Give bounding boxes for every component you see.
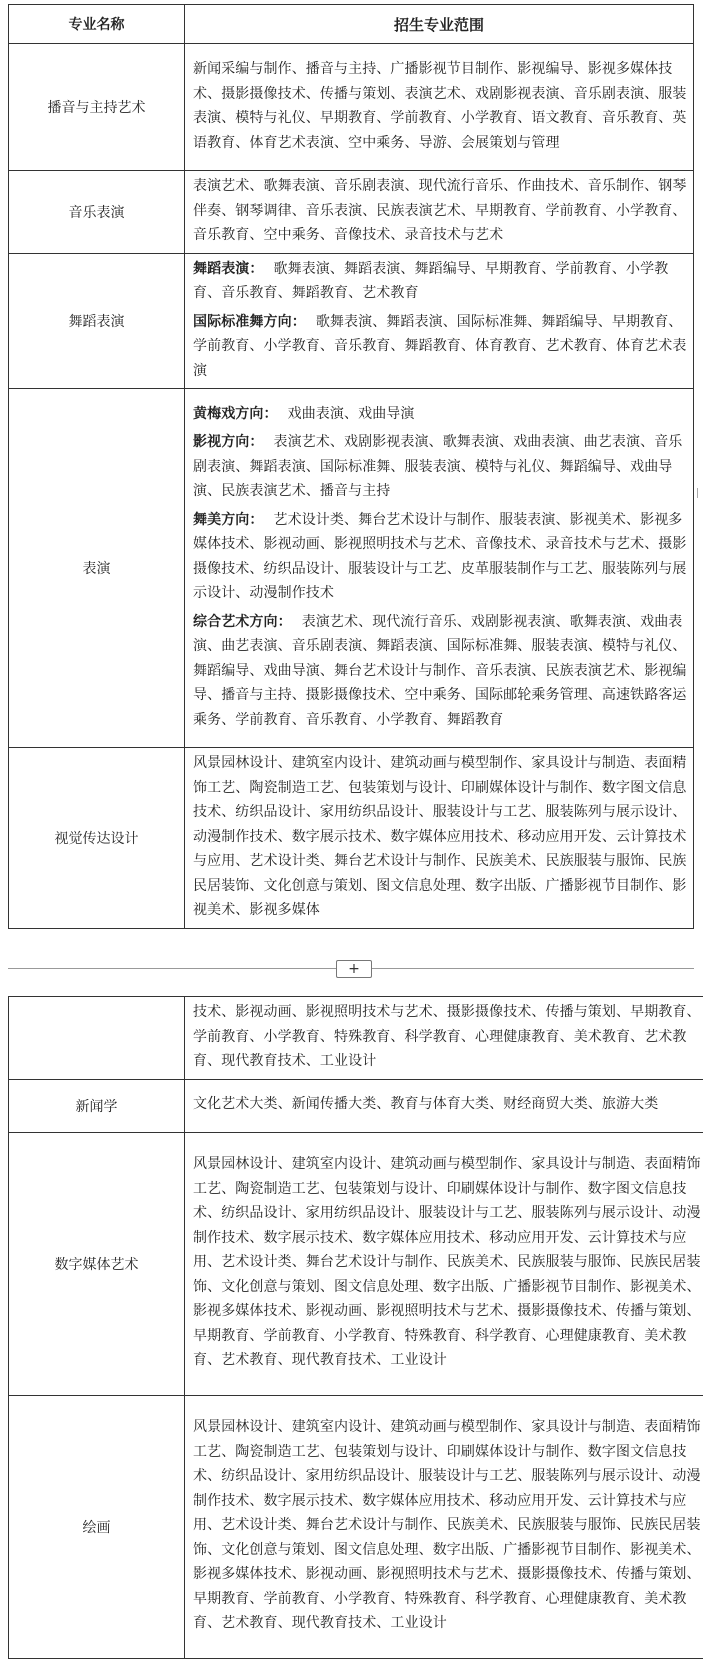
sub-direction-label: 影视方向： bbox=[193, 434, 264, 451]
major-name: 绘画 bbox=[9, 1395, 185, 1658]
major-name: 舞蹈表演 bbox=[9, 253, 185, 389]
table-row bbox=[9, 171, 694, 254]
sub-direction-text: 艺术设计类、舞台艺术设计与制作、服装表演、影视美术、影视多媒体技术、影视动画、影视照明技术与艺术、音像技术、录音技术与艺术、摄影摄像技术、纺织品设计、服装设计与工艺、皮革服装制作与工艺、服装陈列与展示设计、动漫制作技术 bbox=[193, 511, 687, 602]
major-table-part1 bbox=[8, 4, 694, 929]
sub-direction bbox=[193, 257, 687, 306]
table-row bbox=[9, 253, 694, 389]
major-scope: 风景园林设计、建筑室内设计、建筑动画与模型制作、家具设计与制造、表面精饰工艺、陶瓷制造工艺、包装策划与设计、印刷媒体设计与制作、数字图文信息技术、纺织品设计、家用纺织品设计、服装设计与工艺、服装陈列与展示设计、动漫制作技术、数字展示技术、数字媒体应用技术、移动应用开发、云计算技术与应用、艺术设计类、舞台艺术设计与制作、民族美术、民族服装与服饰、民族民居装饰、文化创意与策划、图文信息处理、数字出版、广播影视节目制作、影视美术、影视多媒体 bbox=[185, 748, 694, 929]
table-row bbox=[9, 997, 703, 1080]
sub-direction-text: 歌舞表演、舞蹈表演、国际标准舞、舞蹈编导、早期教育、学前教育、小学教育、音乐教育、舞蹈教育、体育教育、艺术教育、体育艺术表演 bbox=[193, 313, 687, 379]
expand-page-button[interactable]: + bbox=[336, 960, 372, 978]
major-scope: 风景园林设计、建筑室内设计、建筑动画与模型制作、家具设计与制造、表面精饰工艺、陶瓷制造工艺、包装策划与设计、印刷媒体设计与制作、数字图文信息技术、纺织品设计、家用纺织品设计、服装设计与工艺、服装陈列与展示设计、动漫制作技术、数字展示技术、数字媒体应用技术、移动应用开发、云计算技术与应用、艺术设计类、舞台艺术设计与制作、民族美术、民族服装与服饰、民族民居装饰、文化创意与策划、图文信息处理、数字出版、广播影视节目制作、影视美术、影视多媒体技术、影视动画、影视照明技术与艺术、摄影摄像技术、传播与策划、早期教育、学前教育、小学教育、特殊教育、科学教育、心理健康教育、美术教育、艺术教育、现代教育技术、工业设计 bbox=[185, 1132, 703, 1395]
sub-direction-text: 表演艺术、戏剧影视表演、歌舞表演、戏曲表演、曲艺表演、音乐剧表演、舞蹈表演、国际标准舞、服装表演、模特与礼仪、舞蹈编导、戏曲导演、民族表演艺术、播音与主持 bbox=[193, 434, 683, 500]
sub-direction bbox=[193, 402, 687, 427]
major-scope bbox=[185, 389, 694, 748]
table-row bbox=[9, 748, 694, 929]
table-header-row bbox=[9, 5, 694, 44]
major-scope: 文化艺术大类、新闻传播大类、教育与体育大类、财经商贸大类、旅游大类 bbox=[185, 1079, 703, 1132]
major-scope bbox=[185, 253, 694, 389]
sub-direction-text: 歌舞表演、舞蹈表演、舞蹈编导、早期教育、学前教育、小学教育、音乐教育、舞蹈教育、艺术教育 bbox=[193, 260, 669, 301]
major-scope: 风景园林设计、建筑室内设计、建筑动画与模型制作、家具设计与制造、表面精饰工艺、陶瓷制造工艺、包装策划与设计、印刷媒体设计与制作、数字图文信息技术、纺织品设计、家用纺织品设计、服装设计与工艺、服装陈列与展示设计、动漫制作技术、数字展示技术、数字媒体应用技术、移动应用开发、云计算技术与应用、艺术设计类、舞台艺术设计与制作、民族美术、民族服装与服饰、民族民居装饰、文化创意与策划、图文信息处理、数字出版、广播影视节目制作、影视美术、影视多媒体技术、影视动画、影视照明技术与艺术、摄影摄像技术、传播与策划、早期教育、学前教育、小学教育、特殊教育、科学教育、心理健康教育、美术教育、艺术教育、现代教育技术、工业设计 bbox=[185, 1395, 703, 1658]
sub-direction bbox=[193, 430, 687, 504]
sub-direction-text: 表演艺术、现代流行音乐、戏剧影视表演、歌舞表演、戏曲表演、曲艺表演、音乐剧表演、舞蹈表演、国际标准舞、服装表演、模特与礼仪、舞蹈编导、戏曲导演、舞台艺术设计与制作、音乐表演、民族表演艺术、影视编导、播音与主持、摄影摄像技术、空中乘务、国际邮轮乘务管理、高速铁路客运乘务、学前教育、音乐教育、小学教育、舞蹈教育 bbox=[193, 613, 687, 728]
sub-direction-label: 舞蹈表演： bbox=[193, 260, 264, 277]
major-name: 新闻学 bbox=[9, 1079, 185, 1132]
major-name: 音乐表演 bbox=[9, 171, 185, 254]
major-name: 数字媒体艺术 bbox=[9, 1132, 185, 1395]
sub-direction-label: 黄梅戏方向： bbox=[193, 405, 278, 422]
major-name: 表演 bbox=[9, 389, 185, 748]
sub-direction bbox=[193, 508, 687, 606]
header-major-name: 专业名称 bbox=[9, 5, 185, 44]
sub-direction-label: 综合艺术方向： bbox=[193, 613, 292, 630]
sub-direction bbox=[193, 610, 687, 733]
table-row bbox=[9, 44, 694, 171]
major-name bbox=[9, 997, 185, 1080]
sub-direction-text: 戏曲表演、戏曲导演 bbox=[287, 405, 415, 422]
major-scope: 新闻采编与制作、播音与主持、广播影视节目制作、影视编导、影视多媒体技术、摄影摄像技术、传播与策划、表演艺术、戏剧影视表演、音乐剧表演、服装表演、模特与礼仪、早期教育、学前教育、小学教育、语文教育、音乐教育、英语教育、体育艺术表演、空中乘务、导游、会展策划与管理 bbox=[185, 44, 694, 171]
sub-direction-label: 舞美方向： bbox=[193, 511, 264, 528]
sub-direction-label: 国际标准舞方向： bbox=[193, 313, 306, 330]
table-row bbox=[9, 1395, 703, 1658]
edge-marker bbox=[697, 488, 701, 498]
sub-direction bbox=[193, 310, 687, 384]
major-scope: 表演艺术、歌舞表演、音乐剧表演、现代流行音乐、作曲技术、音乐制作、钢琴伴奏、钢琴调律、音乐表演、民族表演艺术、早期教育、学前教育、小学教育、音乐教育、空中乘务、音像技术、录音技术与艺术 bbox=[185, 171, 694, 254]
major-name: 视觉传达设计 bbox=[9, 748, 185, 929]
major-scope: 技术、影视动画、影视照明技术与艺术、摄影摄像技术、传播与策划、早期教育、学前教育、小学教育、特殊教育、科学教育、心理健康教育、美术教育、艺术教育、现代教育技术、工业设计 bbox=[185, 997, 703, 1080]
table-row bbox=[9, 1079, 703, 1132]
table-row bbox=[9, 1132, 703, 1395]
major-table-part2 bbox=[8, 996, 703, 1659]
table-row bbox=[9, 389, 694, 748]
header-major-scope: 招生专业范围 bbox=[185, 5, 694, 44]
major-name: 播音与主持艺术 bbox=[9, 44, 185, 171]
